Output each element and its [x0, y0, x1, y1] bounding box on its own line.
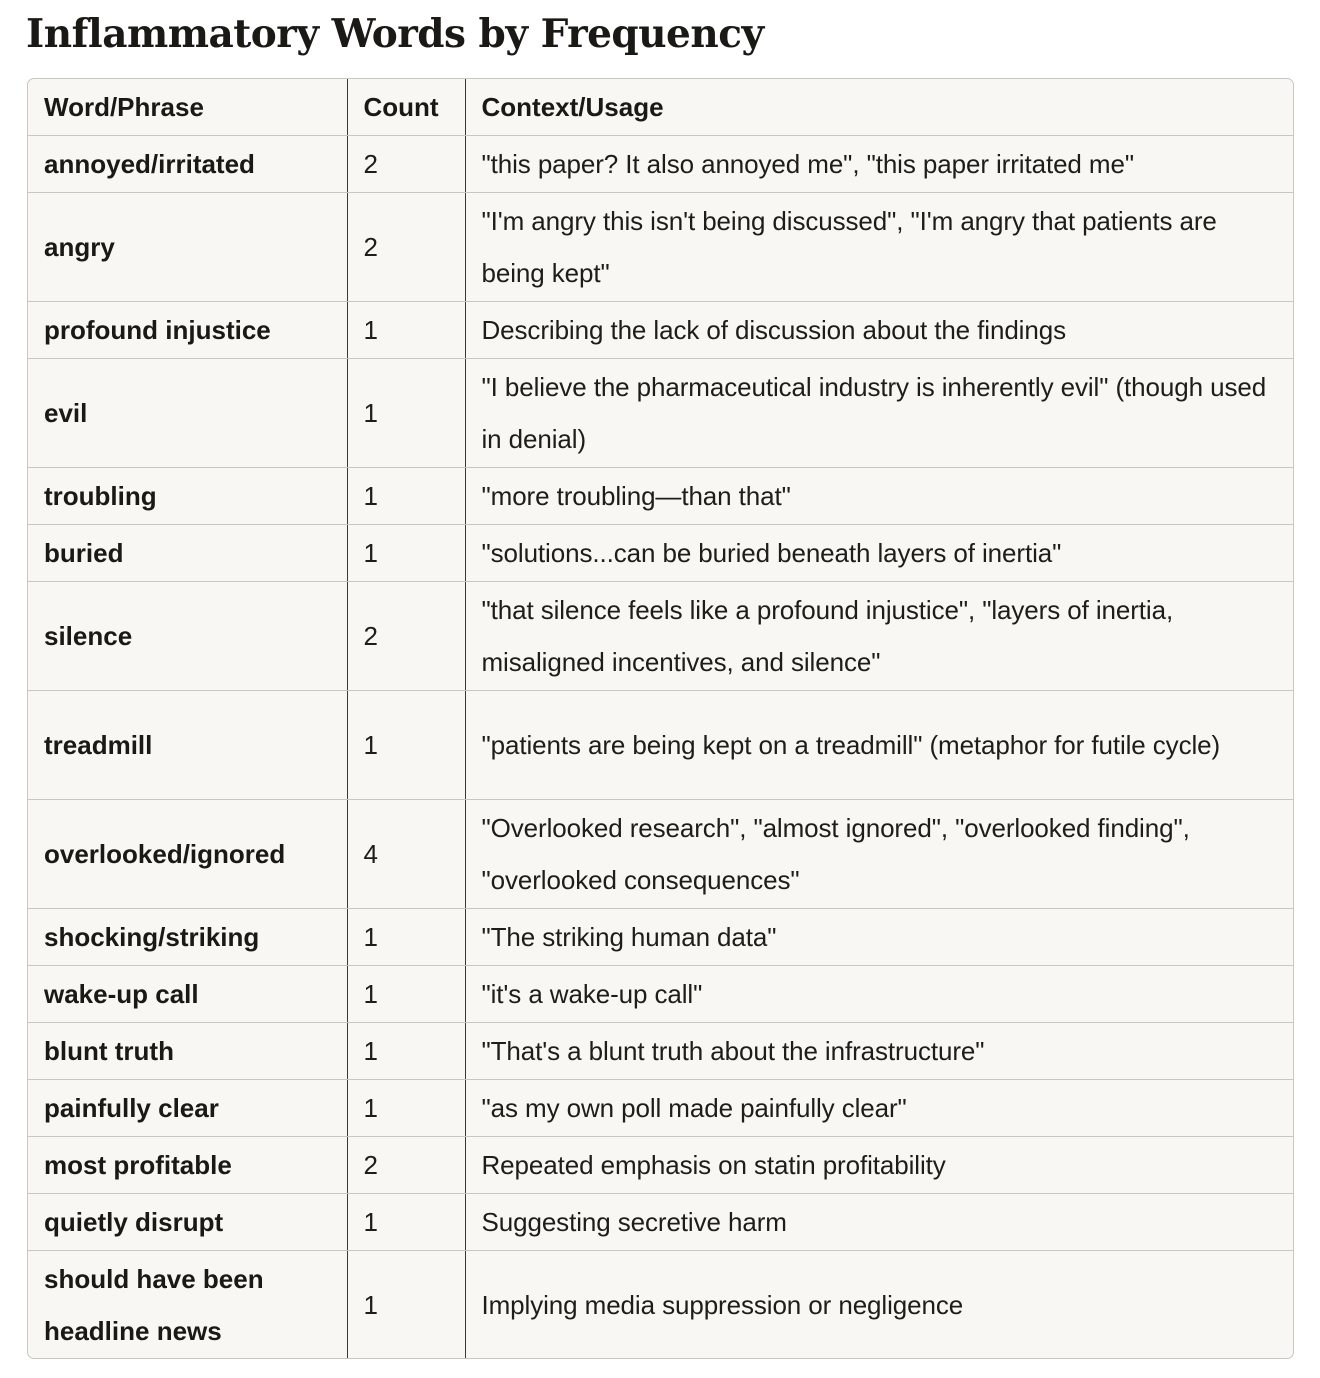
- table-row: [28, 1251, 1293, 1360]
- count-cell: 1: [347, 1251, 465, 1360]
- table-row: [28, 193, 1293, 302]
- table-row: [28, 525, 1293, 582]
- word-cell: annoyed/irritated: [28, 136, 347, 193]
- table-row: [28, 691, 1293, 800]
- word-cell: most profitable: [28, 1137, 347, 1194]
- word-cell: painfully clear: [28, 1080, 347, 1137]
- context-cell: "I believe the pharmaceutical industry is inherently evil" (though used in denial): [465, 359, 1293, 468]
- context-cell: Repeated emphasis on statin profitability: [465, 1137, 1293, 1194]
- table-row: [28, 302, 1293, 359]
- table-row: [28, 909, 1293, 966]
- word-cell: blunt truth: [28, 1023, 347, 1080]
- frequency-table: [27, 78, 1294, 1359]
- column-header-word: Word/Phrase: [28, 79, 347, 136]
- context-cell: "I'm angry this isn't being discussed", "I'm angry that patients are being kept": [465, 193, 1293, 302]
- table-row: [28, 468, 1293, 525]
- count-cell: 1: [347, 525, 465, 582]
- count-cell: 2: [347, 193, 465, 302]
- table-row: [28, 800, 1293, 909]
- table-row: [28, 1023, 1293, 1080]
- count-cell: 2: [347, 136, 465, 193]
- table-row: [28, 1137, 1293, 1194]
- table: [28, 79, 1293, 1359]
- word-cell: angry: [28, 193, 347, 302]
- count-cell: 2: [347, 1137, 465, 1194]
- page-title: Inflammatory Words by Frequency: [26, 11, 764, 57]
- word-cell: profound injustice: [28, 302, 347, 359]
- table-row: [28, 582, 1293, 691]
- context-cell: "solutions...can be buried beneath layers of inertia": [465, 525, 1293, 582]
- context-cell: Implying media suppression or negligence: [481, 1290, 964, 1320]
- word-cell: wake-up call: [28, 966, 347, 1023]
- count-cell: 1: [347, 966, 465, 1023]
- context-cell: Suggesting secretive harm: [465, 1194, 1293, 1251]
- context-cell: "more troubling—than that": [465, 468, 1293, 525]
- count-cell: 1: [347, 1194, 465, 1251]
- word-cell: quietly disrupt: [28, 1194, 347, 1251]
- word-cell: treadmill: [28, 691, 347, 800]
- word-cell: should have been headline news: [28, 1251, 347, 1360]
- context-cell: Describing the lack of discussion about the findings: [465, 302, 1293, 359]
- count-cell: 1: [347, 691, 465, 800]
- count-cell: 1: [347, 359, 465, 468]
- count-cell: 4: [347, 800, 465, 909]
- word-cell: silence: [28, 582, 347, 691]
- count-cell: 1: [347, 909, 465, 966]
- word-cell: buried: [28, 525, 347, 582]
- context-cell: "The striking human data": [465, 909, 1293, 966]
- table-row: [28, 359, 1293, 468]
- column-header-count: Count: [347, 79, 465, 136]
- count-cell: 2: [347, 582, 465, 691]
- table-header-row: [28, 79, 1293, 136]
- word-cell: shocking/striking: [28, 909, 347, 966]
- context-cell: "that silence feels like a profound injustice", "layers of inertia, misaligned incentives, and silence": [465, 582, 1293, 691]
- count-cell: 1: [347, 1080, 465, 1137]
- table-row: [28, 1194, 1293, 1251]
- word-cell: troubling: [28, 468, 347, 525]
- count-cell: 1: [347, 302, 465, 359]
- table-row: [28, 136, 1293, 193]
- word-cell: evil: [28, 359, 347, 468]
- context-cell: "patients are being kept on a treadmill" (metaphor for futile cycle): [465, 691, 1293, 800]
- count-cell: 1: [347, 1023, 465, 1080]
- word-cell: overlooked/ignored: [28, 800, 347, 909]
- context-cell: "Overlooked research", "almost ignored", "overlooked finding", "overlooked consequences": [465, 800, 1293, 909]
- context-cell: "That's a blunt truth about the infrastructure": [465, 1023, 1293, 1080]
- context-cell: "as my own poll made painfully clear": [465, 1080, 1293, 1137]
- column-header-context: Context/Usage: [465, 79, 1293, 136]
- context-cell: "it's a wake-up call": [465, 966, 1293, 1023]
- table-row: [28, 966, 1293, 1023]
- count-cell: 1: [347, 468, 465, 525]
- context-cell: "this paper? It also annoyed me", "this paper irritated me": [465, 136, 1293, 193]
- table-row: [28, 1080, 1293, 1137]
